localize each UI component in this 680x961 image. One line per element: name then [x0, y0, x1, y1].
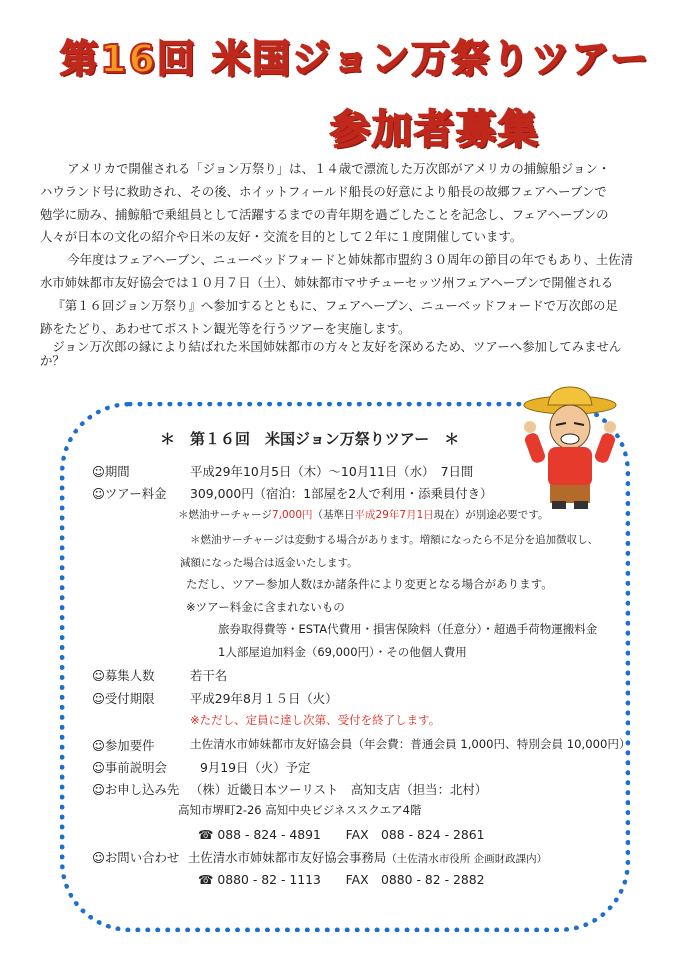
title-line-1: 第16回 米国ジョン万祭りツアー — [60, 37, 651, 81]
apply-value: （株）近畿日本ツーリスト 高知支店（担当：北村） — [190, 782, 488, 797]
briefing-value: 9月19日（火）予定 — [200, 760, 311, 775]
note-1: ＊燃油サーチャージは変動する場合があります。増額になったら不足分を追加徴収し、 — [190, 534, 599, 546]
intro-line: 勉学に励み、捕鯨船で乗組員として活躍するまでの青年期を過ごしたことを記念し、フェアヘーブンの — [40, 206, 609, 222]
box-title: ＊ 第１６回 米国ジョン万祭りツアー ＊ — [160, 430, 460, 448]
apply-address: 高知市堺町2-26 高知中央ビジネススクエア4階 — [178, 803, 422, 817]
intro-line: 水市姉妹都市友好協会では１０月７日（土）、姉妹都市マサチューセッツ州フェアヘーブンで開催される — [40, 274, 614, 290]
fee-value: 309,000円（宿泊：1部屋を2人で利用・添乗員付き） — [190, 486, 493, 501]
contact-office: 土佐清水市姉妹都市友好協会事務局 — [188, 850, 387, 865]
apply-label: ☺お申し込み先 — [92, 782, 180, 797]
intro-line: 跡をたどり、あわせてボストン観光等を行うツアーを実施します。 — [40, 320, 411, 336]
surcharge-text-b: （基準日 — [312, 509, 355, 521]
requirement-value: 土佐清水市姉妹都市友好協会員（年会費：普通会員 1,000円、特別会員 10,000円） — [190, 737, 631, 751]
deadline-label: ☺受付期限 — [92, 691, 155, 706]
recruit-label: ☺募集人数 — [92, 668, 155, 683]
note-3: ただし、ツアー参加人数ほか諸条件により変更となる場合があります。 — [186, 577, 553, 591]
note-5: 旅券取得費等・ESTA代費用・損害保険料（任意分）・超過手荷物運搬料金 — [218, 622, 598, 636]
title-line-2: 参加者募集 — [330, 107, 540, 153]
surcharge-amount: 7,000円 — [271, 509, 313, 521]
surcharge-text-c: 現在）が別途必要です。 — [433, 509, 549, 521]
intro-line: ハウランド号に救助され、その後、ホイットフィールド船長の好意により船長の故郷フェアヘーブンで — [40, 183, 607, 199]
intro-line: ジョン万次郎の縁により結ばれた米国姉妹都市の方々と友好を深めるため、ツアーへ参加してみません — [52, 339, 622, 355]
note-4: ※ツアー料金に含まれないもの — [186, 600, 345, 614]
intro-line: 人々が日本の文化の紹介や日米の友好・交流を目的として２年に１度開催しています。 — [40, 229, 523, 245]
deadline-note: ※ただし、定員に達し次第、受付を終了します。 — [190, 713, 441, 727]
contact-value — [188, 848, 547, 866]
period-label: ☺期間 — [92, 464, 130, 479]
contact-label: ☺お問い合わせ — [92, 850, 180, 865]
fee-label: ☺ツアー料金 — [92, 486, 167, 501]
surcharge-date: 平成29年7月1日 — [354, 509, 434, 521]
note-6: 1人部屋追加料金（69,000円）・その他個人費用 — [218, 645, 467, 659]
note-2: 減額になった場合は返金いたします。 — [180, 557, 358, 569]
contact-sub: （土佐清水市役所 企画財政課内） — [386, 853, 548, 865]
contact-phone: ☎ 0880 - 82 - 1113 FAX 0880 - 82 - 2882 — [198, 872, 485, 887]
recruit-value: 若干名 — [190, 668, 228, 683]
john-manjiro-mascot — [520, 385, 620, 510]
deadline-value: 平成29年8月１５日（火） — [190, 691, 338, 706]
surcharge-text-a: ＊燃油サーチャージ — [178, 509, 272, 521]
requirement-label: ☺参加要件 — [92, 738, 155, 753]
intro-line: アメリカで開催される「ジョン万祭り」は、１４歳で漂流した万次郎がアメリカの捕鯨船ジョン・ — [67, 161, 611, 176]
apply-phone: ☎ 088 - 824 - 4891 FAX 088 - 824 - 2861 — [198, 827, 485, 842]
intro-line: 今年度はフェアヘーブン、ニューベッドフォードと姉妹都市盟約３０周年の節目の年でもあり、土佐清 — [67, 252, 634, 268]
intro-text — [40, 158, 652, 368]
briefing-label: ☺事前説明会 — [92, 760, 167, 775]
intro-line: か？ — [40, 353, 65, 369]
intro-line: 『第１６回ジョン万祭り』へ参加するとともに、フェアヘーブン、ニューベッドフォードで万次郎の足 — [52, 297, 618, 313]
period-value: 平成29年10月5日（木）～10月11日（水） 7日間 — [190, 464, 474, 479]
surcharge-line — [178, 507, 548, 522]
